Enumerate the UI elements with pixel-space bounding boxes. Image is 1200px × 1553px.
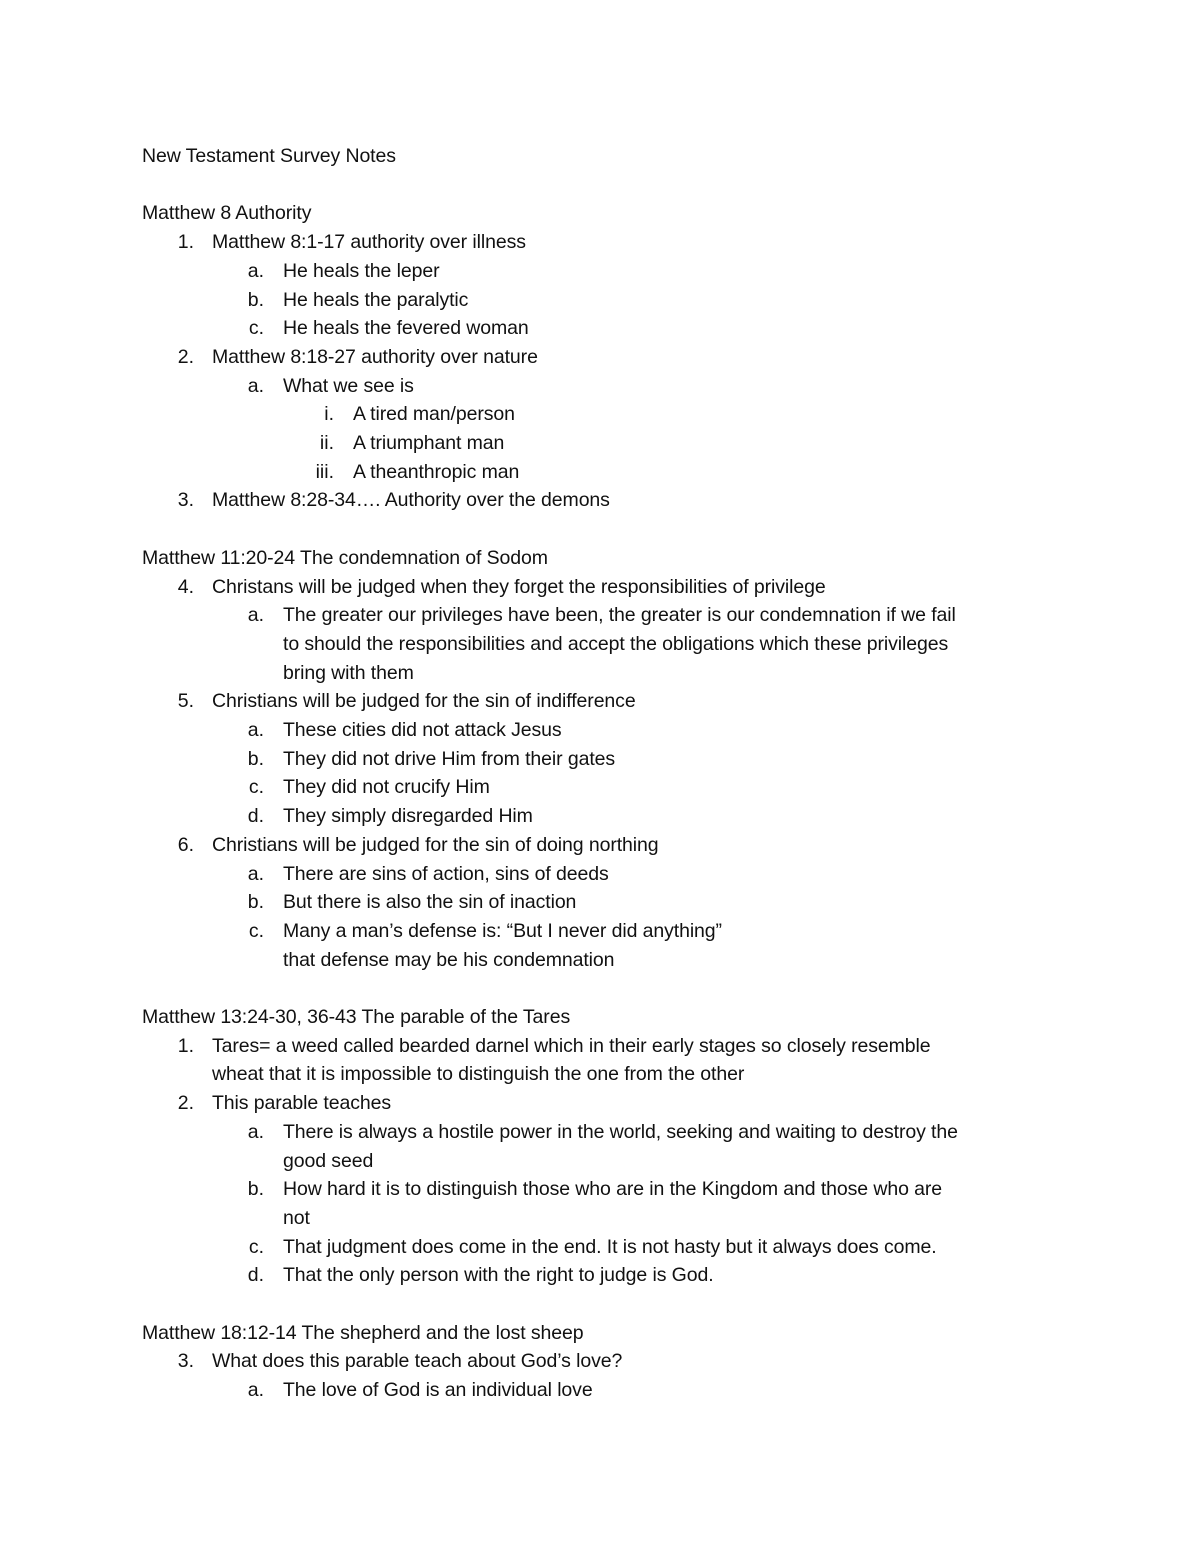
list-marker: a.	[247, 719, 264, 741]
list-item-text: to should the responsibilities and accept the obligations which these privileges	[283, 632, 949, 655]
list-item-text: good seed	[283, 1149, 374, 1172]
list-marker: 3.	[177, 489, 194, 512]
list-item-text: There is always a hostile power in the world, seeking and waiting to destroy the	[283, 1120, 958, 1143]
list-item-text: He heals the fevered woman	[283, 317, 529, 340]
list-item-text: not	[283, 1206, 310, 1229]
list-item-text: Christians will be judged for the sin of doing northing	[212, 833, 659, 856]
document-title: New Testament Survey Notes	[142, 145, 396, 167]
list-marker: a.	[247, 1120, 264, 1143]
list-item-text: Many a man’s defense is: “But I never did anything”	[283, 919, 722, 942]
list-item-text: He heals the paralytic	[283, 288, 469, 311]
list-marker: a.	[247, 862, 264, 885]
list-marker: 2.	[177, 345, 194, 368]
list-marker: b.	[247, 747, 264, 770]
list-item-text: A triumphant man	[353, 432, 505, 454]
list-item-text: They did not crucify Him	[283, 776, 490, 799]
list-marker: d.	[247, 805, 264, 828]
section-heading: Matthew 18:12-14 The shepherd and the lost sheep	[142, 1321, 584, 1344]
list-marker: 4.	[177, 575, 194, 598]
list-item-text: What we see is	[283, 374, 414, 397]
list-item-text: Christians will be judged for the sin of indifference	[212, 690, 636, 713]
list-marker: b.	[247, 288, 264, 311]
list-marker: a.	[247, 1379, 264, 1402]
section-heading: Matthew 13:24-30, 36-43 The parable of the Tares	[142, 1006, 571, 1028]
list-item-text: Matthew 8:28-34…. Authority over the demons	[212, 489, 610, 512]
list-marker: c.	[248, 776, 264, 799]
list-marker: 1.	[177, 1034, 194, 1057]
list-item-text: They did not drive Him from their gates	[283, 747, 616, 770]
list-item-text: That judgment does come in the end. It is not hasty but it always does come.	[283, 1235, 937, 1258]
list-item-text: Matthew 8:1-17 authority over illness	[212, 231, 526, 254]
list-item-text: A theanthropic man	[353, 460, 520, 483]
list-marker: c.	[248, 919, 264, 942]
list-marker: 6.	[177, 833, 194, 856]
list-item-text: There are sins of action, sins of deeds	[283, 862, 609, 885]
list-item-text: Tares= a weed called bearded darnel which in their early stages so closely resemble	[212, 1034, 931, 1057]
list-item-text: The love of God is an individual love	[283, 1379, 593, 1402]
list-item-text: That the only person with the right to judge is God.	[283, 1264, 714, 1287]
list-marker: 5.	[177, 690, 194, 713]
list-item-text: How hard it is to distinguish those who are in the Kingdom and those who are	[283, 1178, 943, 1201]
list-marker: ii.	[319, 432, 334, 454]
list-item-text: wheat that it is impossible to distinguish the one from the other	[212, 1063, 745, 1086]
list-item-text: that defense may be his condemnation	[283, 948, 615, 971]
list-marker: 1.	[177, 231, 194, 254]
list-item-text: But there is also the sin of inaction	[283, 891, 577, 914]
list-marker: c.	[248, 1235, 264, 1258]
list-item-text: Matthew 8:18-27 authority over nature	[212, 345, 538, 368]
list-marker: c.	[248, 317, 264, 340]
list-marker: b.	[247, 891, 264, 914]
list-item-text: They simply disregarded Him	[283, 805, 533, 828]
list-marker: 2.	[177, 1092, 194, 1115]
list-item-text: What does this parable teach about God’s love?	[212, 1350, 623, 1373]
list-marker: b.	[247, 1178, 264, 1201]
list-marker: d.	[247, 1264, 264, 1287]
list-item-text: bring with them	[283, 661, 414, 684]
list-item-text: The greater our privileges have been, the greater is our condemnation if we fail	[283, 604, 956, 627]
list-item-text: He heals the leper	[283, 259, 440, 282]
list-marker: a.	[247, 259, 264, 282]
list-item-text: These cities did not attack Jesus	[283, 719, 562, 741]
section-heading: Matthew 11:20-24 The condemnation of Sodom	[142, 546, 548, 569]
list-item-text: Christans will be judged when they forget the responsibilities of privilege	[212, 575, 826, 598]
list-marker: a.	[247, 604, 264, 627]
list-marker: 3.	[177, 1350, 194, 1373]
list-item-text: This parable teaches	[212, 1092, 392, 1115]
list-marker: a.	[247, 374, 264, 397]
list-marker: iii.	[315, 460, 334, 483]
section-heading: Matthew 8 Authority	[142, 202, 312, 225]
list-marker: i.	[324, 403, 334, 426]
list-item-text: A tired man/person	[353, 403, 515, 426]
